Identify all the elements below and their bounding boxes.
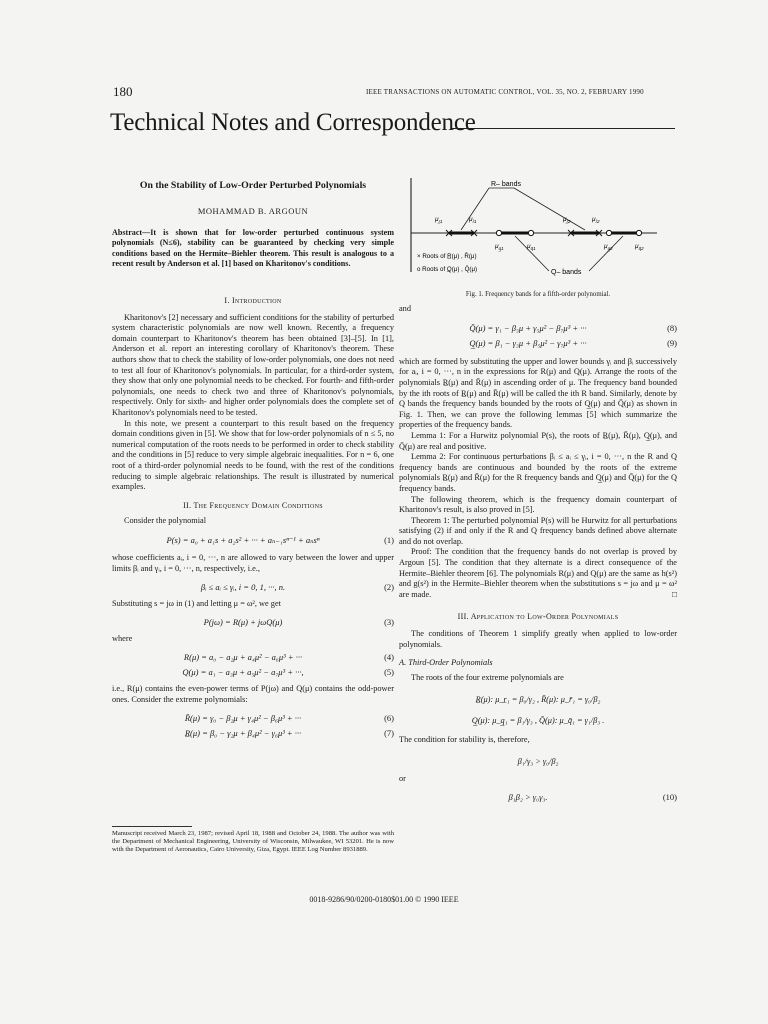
- equation-1-body: P(s) = a₀ + a₁s + a₂s² + ··· + aₙ₋₁sⁿ⁻¹ + aₙsⁿ: [166, 534, 320, 545]
- equation-2-body: βᵢ ≤ aᵢ ≤ γᵢ, i = 0, 1, ···, n.: [200, 581, 286, 592]
- subsection-a-heading: A. Third-Order Polynomials: [399, 658, 493, 668]
- section3-paragraph-1: The conditions of Theorem 1 simplify greatly when applied to low-order polynomials.: [399, 629, 677, 649]
- svg-text:μq̲2: $\mu_{q̲2}$: [604, 243, 613, 251]
- equation-5: [112, 667, 394, 678]
- equation-1-number: (1): [384, 534, 394, 545]
- equation-3-number: (3): [384, 616, 394, 627]
- section2-paragraph-2: whose coefficients aᵢ, i = 0, ···, n are allowed to vary between the lower and upper limits βᵢ and γᵢ, i = 0, ···, n, respectively, i.e.,: [112, 553, 394, 574]
- equation-7-body: R̲(μ) = β₀ − γ₂μ + β₄μ² − γ₆μ³ + ···: [184, 728, 302, 738]
- intro-heading: I. Introduction: [224, 296, 282, 305]
- equation-4: [112, 652, 394, 663]
- equation-3: [112, 617, 394, 628]
- equation-4-body: R(μ) = a₀ − a₂μ + a₄μ² − a₆μ³ + ···: [183, 652, 303, 663]
- q-bands-label: Q– bands: [551, 269, 582, 276]
- equation-9-number: (9): [667, 338, 677, 349]
- left-column-body: [112, 296, 394, 743]
- svg-text:μr̲1: $\mu_{r̲1}$: [435, 216, 443, 224]
- frequency-band-diagram: [399, 176, 677, 286]
- figure-1: [399, 176, 677, 296]
- proof: [399, 547, 677, 600]
- right-column-body: [399, 304, 677, 811]
- equation-9-body: Q̲(μ) = β₁ − γ₃μ + β₅μ² − γ₇μ³ + ···: [469, 338, 587, 349]
- page-number: 180: [113, 84, 133, 99]
- title-rule: [452, 128, 675, 129]
- footnote: Manuscript received March 23, 1987; revised April 18, 1988 and October 24, 1988. The author was with the Department of Mechanical Engineering, University of Wisconsin, Milwaukee, WI 53201. He is now with the Department of Aeronautics, Cairo University, Giza, Egypt. IEEE Log Number 8931889.: [112, 830, 394, 854]
- condition-text: The condition for stability is, therefore,: [399, 734, 530, 744]
- equation-9: [399, 338, 677, 349]
- where-text: where: [112, 634, 133, 644]
- paper-title: On the Stability of Low-Order Perturbed Polynomials: [139, 180, 367, 191]
- equation-10: [399, 792, 677, 803]
- copyright-line: 0018-9286/90/0200-0180$01.00 © 1990 IEEE: [309, 895, 459, 904]
- equation-6-number: (6): [384, 713, 394, 724]
- section-title: Technical Notes and Correspondence: [110, 109, 476, 136]
- subsection-a-paragraph: The roots of the four extreme polynomials are: [411, 672, 564, 682]
- svg-text:μq̄1: $\mu_{q̄1}$: [527, 243, 536, 251]
- svg-text:μr̄1: $\mu_{r̄1}$: [469, 216, 477, 224]
- or-text: or: [399, 773, 406, 783]
- equation-3-body: P(jω) = R(μ) + jωQ(μ): [203, 616, 283, 627]
- theorem-1: Theorem 1: The perturbed polynomial P(s) will be Hurwitz for all perturbations satisfying (2) if and only if the R and Q frequency bands defined above alternate and do not overlap.: [399, 515, 677, 546]
- svg-text:μr̲2: $\mu_{r̲2}$: [563, 216, 571, 224]
- lemma-2: Lemma 2: For continuous perturbations βᵢ ≤ aᵢ ≤ γᵢ, i = 0, ···, n the R and Q frequency bands are continuous and bounded by the roots of the extreme polynomials R̲(μ) and R̄(μ) for the R frequency bands and Q̲(μ) and Q̄(μ) for the Q frequency bands.: [399, 452, 677, 493]
- roots-q-line: Q̲(μ): μ_q̲₁ = β₁/γ₃ , Q̄(μ): μ_q̄₁ = γ₁/β₃ .: [471, 716, 605, 725]
- section2-paragraph-4: i.e., R(μ) contains the even-power terms of P(jω) and Q(μ) contains the odd-power ones. Consider the extreme polynomials:: [112, 684, 394, 704]
- equation-5-number: (5): [384, 666, 394, 677]
- abstract: Abstract—It is shown that for low-order perturbed continuous system polynomials (N≤6), stability can be guaranteed by checking very simple conditions based on the Hermite–Biehler theorem. This result is analogous to a recent result by Anderson et al. [1] based on Kharitonov's conditions.: [112, 228, 394, 269]
- paper-author: MOHAMMAD B. ARGOUN: [197, 206, 309, 216]
- lemma-1: Lemma 1: For a Hurwitz polynomial P(s), the roots of R̲(μ), R̄(μ), Q̲(μ), and Q̄(μ) are real and positive.: [399, 430, 677, 451]
- r-bands-label: R– bands: [491, 181, 521, 188]
- section2-paragraph-3: Substituting s = jω in (1) and letting μ = ω², we get: [112, 599, 281, 609]
- inequality: β₁/γ₃ > γ₀/β₂: [517, 757, 559, 767]
- svg-text:μq̲1: $\mu_{q̲1}$: [495, 243, 504, 251]
- right-paragraph-2: The following theorem, which is the frequency domain counterpart of Kharitonov's result, is also proved in [5].: [399, 494, 677, 515]
- equation-8: [399, 323, 677, 334]
- legend-r-roots: × Roots of R̲(μ) , R̄(μ): [417, 253, 477, 260]
- equation-10-body: β₁β₂ > γ₀γ₃.: [508, 792, 548, 803]
- equation-4-number: (4): [384, 652, 394, 663]
- section3-heading: III. Application to Low-Order Polynomials: [457, 612, 619, 622]
- equation-8-number: (8): [667, 322, 677, 333]
- legend-q-roots: o Roots of Q̲(μ) , Q̄(μ): [417, 266, 478, 273]
- r-bands-pointer-2: [514, 188, 585, 230]
- roots-r-line: R̲(μ): μ_r̲₁ = β₀/γ₂ , R̄(μ): μ_r̄₁ = γ₀/β₂: [475, 695, 601, 705]
- q-bands-pointer-2: [589, 236, 623, 271]
- equation-2-number: (2): [384, 581, 394, 592]
- equation-8-body: Q̄(μ) = γ₁ − β₃μ + γ₅μ² − β₇μ³ + ···: [469, 322, 587, 333]
- journal-header: IEEE TRANSACTIONS ON AUTOMATIC CONTROL, VOL. 35, NO. 2, FEBRUARY 1990: [366, 88, 644, 96]
- section2-heading: II. The Frequency Domain Conditions: [183, 500, 323, 510]
- svg-text:μr̄2: $\mu_{r̄2}$: [592, 216, 600, 224]
- proof-text: Proof: The condition that the frequency bands do not overlap is proved by Argoun [5]. The condition that they alternate is a direct consequence of the Hermite–Biehler theorem [6]. The polynomials R(μ) and Q(μ) are the same as h(s²) and g(s²) in the Hermite–Biehler theorem when the substitutions s = jω and μ = ω² are made.: [399, 547, 677, 599]
- equation-10-number: (10): [662, 792, 677, 803]
- equation-5-body: Q(μ) = a₁ − a₃μ + a₅μ² − a₇μ³ + ···,: [182, 666, 304, 677]
- equation-6-body: R̄(μ) = γ₀ − β₂μ + γ₄μ² − β₆μ³ + ···: [184, 713, 302, 724]
- equation-1: [112, 535, 394, 546]
- equation-2: [112, 582, 394, 593]
- footnote-rule: [112, 826, 192, 827]
- equation-7: [112, 728, 394, 739]
- and-text: and: [399, 304, 411, 313]
- section2-paragraph-1: Consider the polynomial: [124, 516, 207, 526]
- right-paragraph-1: which are formed by substituting the upper and lower bounds γᵢ and βᵢ successively for aᵢ, i = 0, ···, n in the expressions for R(μ) and Q(μ). Arrange the roots of the polynomials R̲(μ) and R̄(μ) in ascending order of μ. The frequency band bounded by the ith roots of R̲(μ) and R̄(μ) will be called the ith R band. Similarly, denote by Q bands the frequency bands bounded by the roots of Q̲(μ) and Q̄(μ) as shown in Fig. 1. Then, we can prove the following lemmas [5] which summarize the properties of the frequency bands.: [399, 356, 677, 430]
- intro-paragraph-1: Kharitonov's [2] necessary and sufficient conditions for the stability of perturbed system characteristic polynomials are now well known. Recently, a frequency domain counterpart to Kharitonov's theorem has been obtained [3]–[5]. In [1], Anderson et al. report an interesting corollary of Kharitonov's theorem. These authors show that to check the stability of low-order polynomials, one does not need to test all four of Kharitonov's polynomials. In particular, for a third-order system, they show that only one polynomial needs to be checked. For fourth- and fifth-order polynomials, one needs to check two and three of Kharitonov's polynomials, respectively. Only for sixth- and higher order polynomials does the complete set of Kharitonov's polynomials need to be tested.: [112, 312, 394, 417]
- equation-6: [112, 713, 394, 724]
- intro-paragraph-2: In this note, we present a counterpart to this result based on the frequency domain conditions given in [5]. We show that for low-order polynomials of n ≤ 5, no numerical computation of the roots needs to be performed in order to check stability and the conditions in [5] reduce to very simple algebraic inequalities. For n = 6, one root of a third-order polynomial needs to be found, with the rest of the conditions reducing to simple algebraic relationships. The result is illustrated by numerical examples.: [112, 418, 394, 492]
- equation-7-number: (7): [384, 728, 394, 738]
- figure-caption: Fig. 1. Frequency bands for a fifth-order polynomial.: [465, 291, 611, 298]
- q-bands-pointer-1: [515, 236, 549, 271]
- qed-symbol: □: [671, 589, 677, 599]
- svg-text:μq̄2: $\mu_{q̄2}$: [635, 243, 644, 251]
